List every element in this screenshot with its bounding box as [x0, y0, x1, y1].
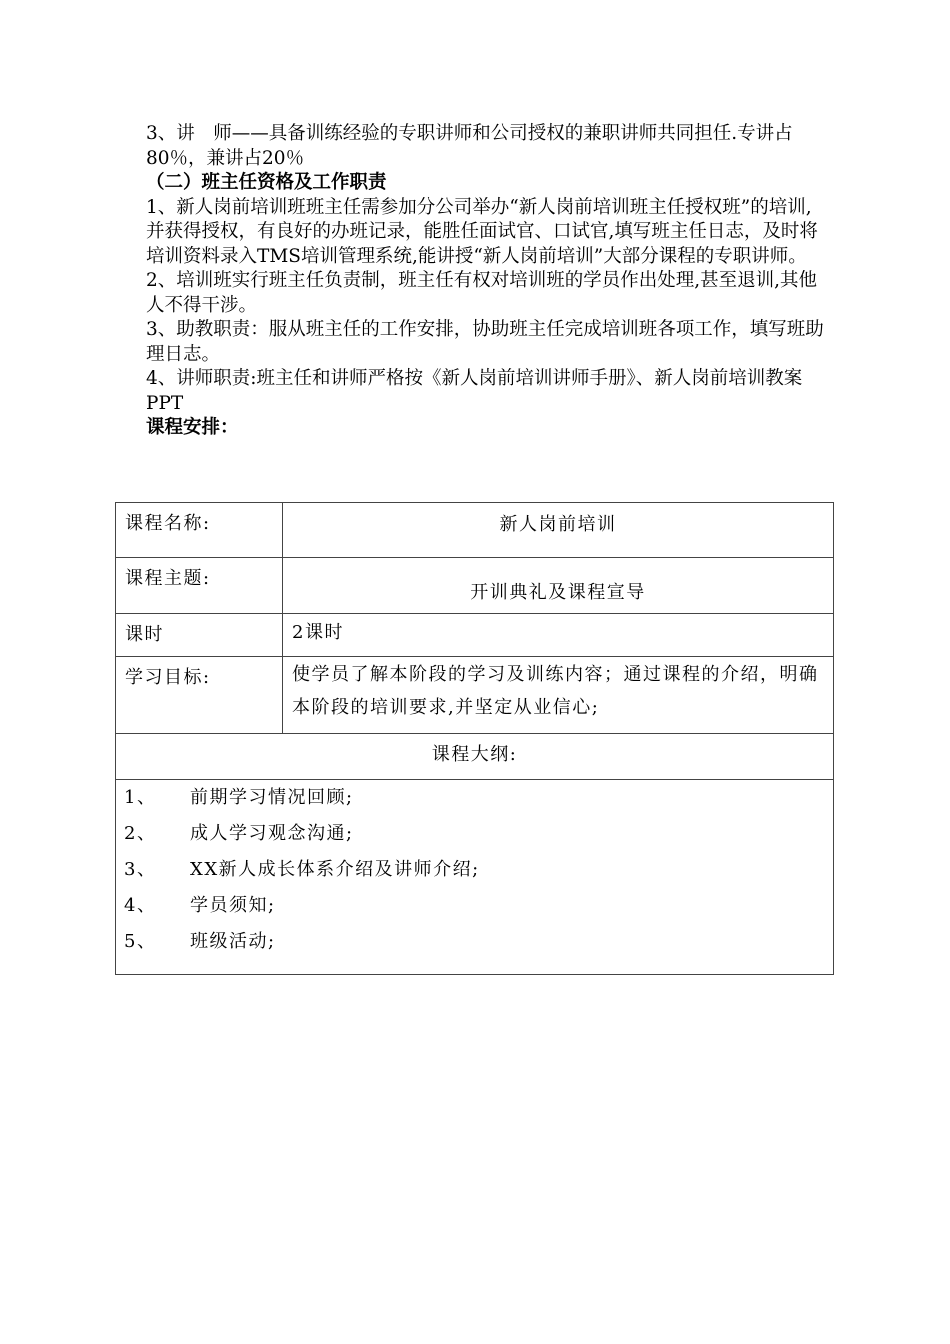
- list-item-number: 5、: [124, 931, 157, 952]
- list-item-text: 学员须知;: [190, 895, 276, 916]
- paragraph-duty-2: 2、培训班实行班主任负责制，班主任有权对培训班的学员作出处理,甚至退训,其他人不得干涉。: [146, 270, 818, 316]
- list-item-text: 班级活动;: [190, 931, 276, 952]
- course-name-label: 课程名称:: [116, 503, 283, 558]
- paragraph-duty-1: 1、新人岗前培训班班主任需参加分公司举办“新人岗前培训班主任授权班”的培训,并获得授权，有良好的办班记录，能胜任面试官、口试官,填写班主任日志，及时将培训资料录入TMS培训管理系统,能讲授“新人岗前培训”大部分课程的专职讲师。: [146, 196, 818, 267]
- table-row: [116, 780, 834, 975]
- table-row: [116, 558, 834, 614]
- list-item-number: 3、: [124, 859, 157, 880]
- list-item-number: 1、: [124, 787, 157, 808]
- list-item: [124, 854, 833, 890]
- list-item: [124, 782, 833, 818]
- list-item-number: 4、: [124, 895, 157, 916]
- outline-header: 课程大纲:: [116, 734, 834, 780]
- list-item: [124, 926, 833, 962]
- course-theme-label: 课程主题:: [116, 558, 283, 614]
- outline-list: [116, 780, 834, 975]
- course-hours-value: 2课时: [283, 614, 834, 657]
- section-heading: （二）班主任资格及工作职责: [146, 172, 387, 193]
- paragraph-duty-3: 3、助教职责：服从班主任的工作安排，协助班主任完成培训班各项工作，填写班助理日志。: [146, 319, 824, 365]
- learning-goal-label: 学习目标:: [116, 657, 283, 734]
- paragraph-duty-4: 4、讲师职责:班主任和讲师严格按《新人岗前培训讲师手册》、新人岗前培训教案PPT: [146, 368, 803, 414]
- learning-goal-value: 使学员了解本阶段的学习及训练内容；通过课程的介绍，明确本阶段的培训要求,并坚定从业信心;: [283, 657, 834, 734]
- table-row: [116, 734, 834, 780]
- table-row: [116, 614, 834, 657]
- course-hours-label: 课时: [116, 614, 283, 657]
- body-text: [146, 122, 826, 441]
- list-item: [124, 818, 833, 854]
- list-item-text: 成人学习观念沟通;: [190, 823, 354, 844]
- paragraph-lecturer: 3、讲 师——具备训练经验的专职讲师和公司授权的兼职讲师共同担任.专讲占80％，兼讲占20％: [146, 123, 793, 169]
- course-theme-value: 开训典礼及课程宣导: [283, 558, 834, 614]
- schedule-heading: 课程安排：: [146, 417, 239, 438]
- list-item-text: XX新人成长体系介绍及讲师介绍;: [190, 859, 480, 880]
- list-item: [124, 890, 833, 926]
- course-table: [115, 502, 834, 975]
- list-item-number: 2、: [124, 823, 157, 844]
- table-row: [116, 503, 834, 558]
- course-name-value: 新人岗前培训: [283, 503, 834, 558]
- table-row: [116, 657, 834, 734]
- list-item-text: 前期学习情况回顾;: [190, 787, 354, 808]
